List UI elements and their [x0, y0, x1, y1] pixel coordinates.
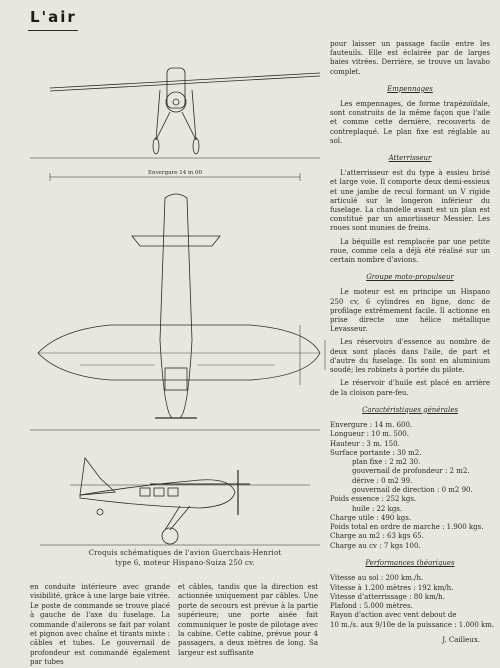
paragraph-atterrisseur-2: La béquille est remplacée par une petite roue, comme cela a déjà été réalisé sur un certain nombre d'avions.	[330, 237, 490, 265]
performance-item: Vitesse d'atterrissage : 80 km/h.	[330, 592, 445, 601]
caption-line-2: type 6, moteur Hispano-Suiza 250 cv.	[115, 559, 255, 567]
spec-item: Charge utile : 490 kgs.	[330, 513, 412, 522]
front-view	[30, 68, 320, 158]
spec-item: Poids essence : 252 kgs.	[330, 495, 417, 504]
side-view	[40, 458, 320, 545]
spec-item: Longueur : 10 m. 500.	[330, 430, 409, 439]
spec-item: Surface portante : 30 m2.	[330, 448, 422, 457]
caption-line-1: Croquis schématiques de l'avion Guerchais-Henriot	[88, 549, 282, 557]
spec-item: plan fixe : 2 m2 30.	[352, 458, 421, 467]
author-signature: J. Cailleux.	[442, 636, 480, 645]
performance-item: Vitesse à 1.200 mètres : 192 km/h.	[330, 583, 454, 592]
spec-item: huile : 22 kgs.	[352, 504, 403, 513]
paragraph-groupe-2: Les réservoirs d'essence au nombre de deux sont placés dans l'aile, de part et d'autre du fuselage. Ils sont en aluminium soudé; les robinets à portée du pilote.	[330, 338, 490, 375]
masthead-rule	[28, 30, 78, 31]
performance-item: Rayon d'action avec vent debout de	[330, 611, 457, 620]
right-column	[330, 40, 495, 645]
spec-item: Charge au cv : 7 kgs 100.	[330, 541, 421, 550]
intro-paragraph: pour laisser un passage facile entre les fauteuils. Elle est éclairée par de larges baies vitrées. Derrière, se trouve un lavabo complet.	[330, 40, 490, 76]
paragraph-groupe-1: Le moteur est en principe un Hispano 250 cv, 6 cylindres en ligne, donc de profilage extrêmement facile. Il actionne en prise directe une hélice métallique Levasseur.	[330, 288, 490, 334]
heading-groupe: Groupe moto-propulseur	[366, 273, 454, 282]
performance-item: Vitesse au sol : 200 km./h.	[330, 574, 424, 583]
bottom-column-2: et câbles, tandis que la direction est actionnée uniquement par câbles. Une porte de secours est prévue à la partie supérieure; une porte aisée fait communiquer le poste de pilotage avec la cabine. Cette cabine, prévue pour 4 passagers, a deux mètres de long. Sa largeur est suffisante	[178, 583, 318, 657]
spec-item: dérive : 0 m2 99.	[352, 476, 413, 485]
paragraph-empennages: Les empennages, de forme trapézoïdale, sont construits de la même façon que l'aile et comme cette dernière, recouverts de contreplaqué. Le plan fixe est réglable au sol.	[330, 100, 490, 145]
spec-item: Envergure : 14 m. 600.	[330, 420, 413, 429]
bottom-column-1: en conduite intérieure avec grande visibilité, grâce à une large baie vitrée. Le poste de commande se trouve placé à gauche de l'axe du fuselage. La commande d'ailerons se fait par volant et pignon avec chaîne et tirants mixte : câbles et tubes. Le gouvernail de profondeur est commandé également par tubes	[30, 583, 170, 667]
paragraph-groupe-3: Le réservoir d'huile est placé en arrière de la cloison pare-feu.	[330, 379, 490, 397]
paragraph-atterrisseur-1: L'atterrisseur est du type à essieu brisé et large voie. Il comporte deux demi-essieux et une jambe de recul formant un V rigide articulé sur le longeron inférieur du fuselage. La chandelle avant est un plan est constitué par un amortisseur Messier. Les roues sont munies de freins.	[330, 169, 490, 233]
performance-list	[330, 574, 495, 630]
spec-item: Hauteur : 3 m. 150.	[330, 439, 400, 448]
heading-performances: Performances théoriques	[365, 559, 455, 568]
spec-item: gouvernail de profondeur : 2 m2.	[352, 467, 470, 476]
specs-list	[330, 421, 490, 551]
spec-item: Charge au m2 : 63 kgs 65.	[330, 532, 424, 541]
scale-label: Envergure 14 m 00	[148, 170, 202, 176]
heading-empennages: Empennages	[387, 84, 433, 93]
performance-item: Plafond : 5.000 mètres.	[330, 602, 413, 611]
aircraft-drawing	[20, 40, 335, 575]
masthead: L'air	[30, 8, 77, 26]
performance-item: 10 m./s. aux 9/10e de la puissance : 1.000 km.	[330, 620, 495, 629]
spec-item: gouvernail de direction : 0 m2 90.	[352, 485, 473, 494]
heading-atterrisseur: Atterrisseur	[388, 154, 432, 163]
spec-item: Poids total en ordre de marche : 1.900 kgs.	[330, 523, 484, 532]
top-view	[30, 194, 325, 430]
heading-caracteristiques: Caractéristiques générales	[362, 405, 458, 414]
figure-caption	[60, 548, 310, 568]
